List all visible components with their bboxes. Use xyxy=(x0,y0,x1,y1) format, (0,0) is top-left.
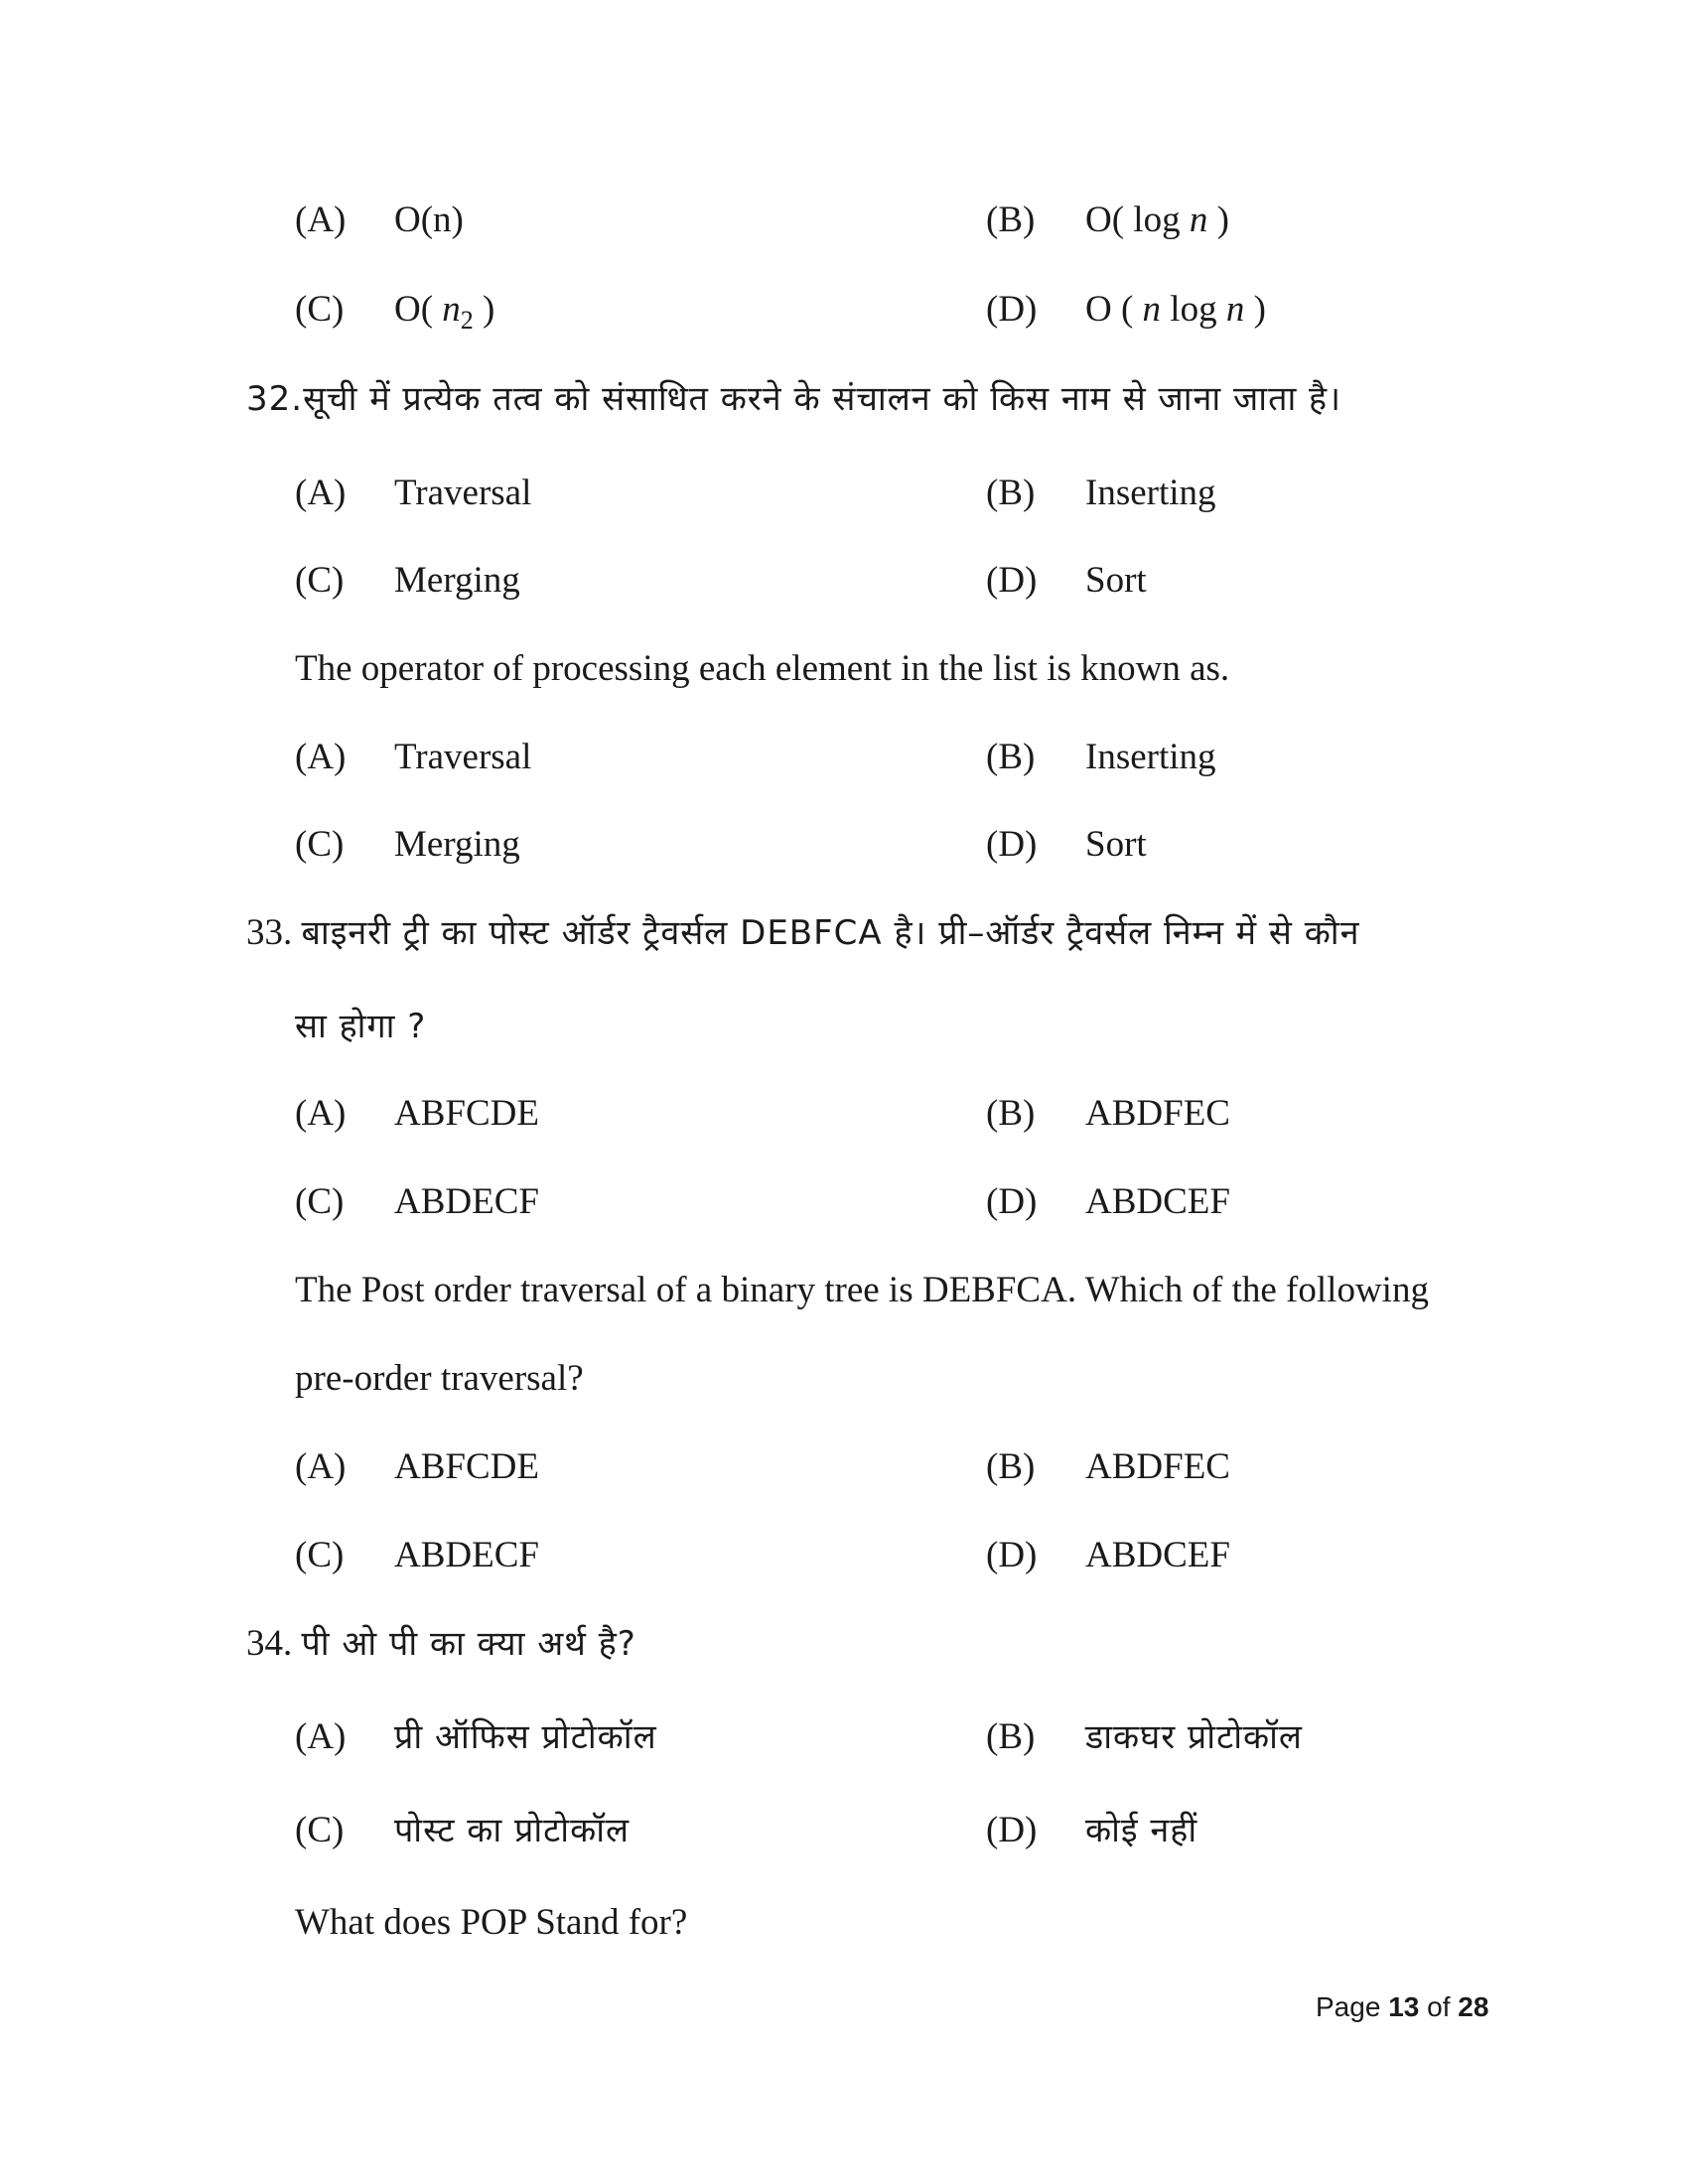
option-label: (D) xyxy=(986,1181,1038,1222)
q33-hindi-question-line-1 xyxy=(246,911,1360,955)
math-variable: n xyxy=(1142,289,1162,330)
q33-english-question-line-2: pre-order traversal? xyxy=(295,1358,584,1399)
math-text: O( log xyxy=(1085,200,1190,240)
q33-english-question-line-1: The Post order traversal of a binary tree is DEBFCA. Which of the following xyxy=(295,1270,1429,1310)
option-label: (D) xyxy=(986,1535,1038,1575)
option-label: (C) xyxy=(295,289,345,330)
option-text: Traversal xyxy=(394,737,532,777)
option-label: (D) xyxy=(986,824,1038,865)
option-text: ABDECF xyxy=(394,1535,539,1575)
option-text: ABFCDE xyxy=(394,1093,539,1134)
option-label: (B) xyxy=(986,473,1036,513)
option-label: (A) xyxy=(295,200,347,240)
option-text: पोस्ट का प्रोटोकॉल xyxy=(394,1811,631,1850)
option-label: (D) xyxy=(986,289,1038,330)
option-text: Merging xyxy=(394,560,520,601)
option-text: Sort xyxy=(1085,560,1147,601)
option-label: (C) xyxy=(295,1810,345,1850)
math-text: O ( xyxy=(1085,289,1143,330)
q33-hindi-question-line-2: सा होगा ? xyxy=(295,1007,427,1046)
q34-hindi-question xyxy=(246,1622,636,1666)
math-subscript: 2 xyxy=(460,306,474,335)
q34-hindi-options-row-1 xyxy=(0,1715,1688,1759)
option-label: (C) xyxy=(295,1535,345,1575)
math-text: ) xyxy=(1244,289,1266,330)
option-label: (C) xyxy=(295,824,345,865)
total-pages: 28 xyxy=(1458,1991,1489,2022)
option-text: Traversal xyxy=(394,473,532,513)
option-math xyxy=(394,288,494,342)
q33-english-options-row-2 xyxy=(0,1534,1688,1577)
q32-english-question: The operator of processing each element in the list is known as. xyxy=(295,648,1230,689)
option-text: प्री ऑफिस प्रोटोकॉल xyxy=(394,1717,657,1757)
option-text: ABFCDE xyxy=(394,1446,539,1487)
option-label: (C) xyxy=(295,1181,345,1222)
option-label: (B) xyxy=(986,737,1036,777)
q32-english-options-row-2 xyxy=(0,823,1688,867)
q31-options-row-1 xyxy=(0,199,1688,242)
option-label: (D) xyxy=(986,560,1038,601)
option-math xyxy=(1085,288,1266,332)
q32-hindi-options-row-1 xyxy=(0,472,1688,515)
math-variable: n xyxy=(1225,289,1245,330)
question-number: 34. xyxy=(246,1623,293,1664)
math-text: ) xyxy=(473,289,495,330)
option-text: Inserting xyxy=(1085,473,1216,513)
option-text: ABDECF xyxy=(394,1181,539,1222)
q33-hindi-options-row-2 xyxy=(0,1180,1688,1224)
option-label: (A) xyxy=(295,1716,347,1757)
q32-english-options-row-1 xyxy=(0,736,1688,779)
option-label: (A) xyxy=(295,1446,347,1487)
option-text: Inserting xyxy=(1085,737,1216,777)
page-word: Page xyxy=(1316,1991,1381,2022)
option-label: (B) xyxy=(986,1093,1036,1134)
option-math xyxy=(1085,199,1229,242)
of-word: of xyxy=(1427,1991,1451,2022)
question-number: 33. xyxy=(246,912,293,953)
option-label: (A) xyxy=(295,473,347,513)
option-label: (B) xyxy=(986,200,1036,240)
option-text: डाकघर प्रोटोकॉल xyxy=(1085,1717,1303,1757)
q31-options-row-2 xyxy=(0,288,1688,335)
option-text: ABDCEF xyxy=(1085,1181,1230,1222)
option-label: (A) xyxy=(295,737,347,777)
math-variable: n xyxy=(1189,200,1208,240)
option-text: ABDCEF xyxy=(1085,1535,1230,1575)
option-label: (B) xyxy=(986,1446,1036,1487)
option-text: कोई नहीं xyxy=(1085,1811,1198,1850)
option-text: O(n) xyxy=(394,200,464,240)
q34-hindi-options-row-2 xyxy=(0,1809,1688,1852)
math-variable: n xyxy=(442,289,461,330)
q34-english-question: What does POP Stand for? xyxy=(295,1902,688,1943)
option-text: ABDFEC xyxy=(1085,1446,1230,1487)
question-text: बाइनरी ट्री का पोस्ट ऑर्डर ट्रैवर्सल DEBFCA है। प्री–ऑर्डर ट्रैवर्सल निम्न में से कौन xyxy=(301,913,1360,953)
option-label: (D) xyxy=(986,1810,1038,1850)
option-text: Sort xyxy=(1085,824,1147,865)
option-text: ABDFEC xyxy=(1085,1093,1230,1134)
q33-hindi-options-row-1 xyxy=(0,1092,1688,1136)
page-number-footer xyxy=(1316,1990,1488,2024)
q33-english-options-row-1 xyxy=(0,1445,1688,1489)
question-text: पी ओ पी का क्या अर्थ है? xyxy=(301,1624,636,1664)
math-text: log xyxy=(1161,289,1226,330)
q32-hindi-options-row-2 xyxy=(0,559,1688,603)
current-page: 13 xyxy=(1388,1991,1420,2022)
option-label: (B) xyxy=(986,1716,1036,1757)
q32-hindi-question: 32.सूची में प्रत्येक तत्व को संसाधित करने के संचालन को किस नाम से जाना जाता है। xyxy=(246,379,1341,419)
option-label: (C) xyxy=(295,560,345,601)
option-label: (A) xyxy=(295,1093,347,1134)
math-text: O( xyxy=(394,289,443,330)
option-text: Merging xyxy=(394,824,520,865)
math-text: ) xyxy=(1207,200,1229,240)
